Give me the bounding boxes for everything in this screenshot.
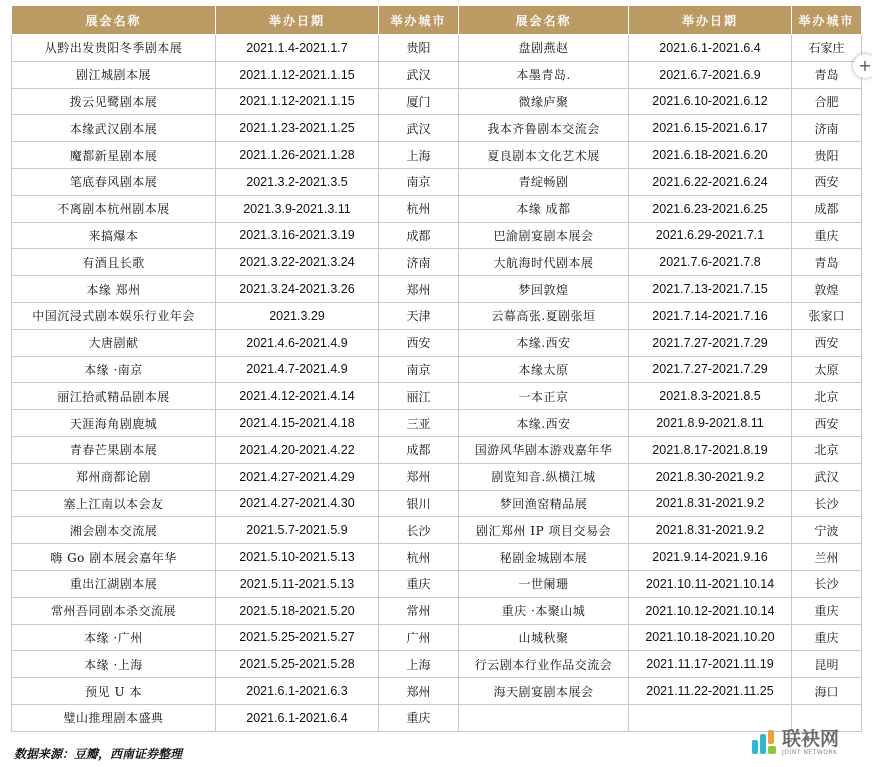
exhibition-city-left: 郑州 xyxy=(379,276,459,303)
exhibition-date-left: 2021.3.16-2021.3.19 xyxy=(216,222,379,249)
exhibition-city-left: 杭州 xyxy=(379,544,459,571)
exhibition-date-left: 2021.6.1-2021.6.3 xyxy=(216,678,379,705)
exhibition-date-right: 2021.7.14-2021.7.16 xyxy=(629,302,792,329)
exhibition-name-right: 国游风华剧本游戏嘉年华 xyxy=(459,436,629,463)
exhibition-city-right: 重庆 xyxy=(792,624,862,651)
exhibition-city-right: 长沙 xyxy=(792,570,862,597)
exhibition-name-left: 本缘 ·广州 xyxy=(12,624,216,651)
exhibition-name-right xyxy=(459,704,629,731)
table-row xyxy=(12,410,862,437)
exhibition-city-left: 三亚 xyxy=(379,410,459,437)
exhibition-city-left: 银川 xyxy=(379,490,459,517)
exhibition-name-right: 青绽畅剧 xyxy=(459,168,629,195)
exhibition-date-left: 2021.5.10-2021.5.13 xyxy=(216,544,379,571)
header-date-left: 举办日期 xyxy=(216,6,379,35)
exhibition-name-left: 魔都新星剧本展 xyxy=(12,142,216,169)
exhibition-name-left: 拨云见鹭剧本展 xyxy=(12,88,216,115)
exhibition-date-right: 2021.7.27-2021.7.29 xyxy=(629,329,792,356)
header-city-left: 举办城市 xyxy=(379,6,459,35)
table-row xyxy=(12,61,862,88)
exhibition-name-left: 湘会剧本交流展 xyxy=(12,517,216,544)
table-header-row xyxy=(12,6,862,35)
plus-icon: + xyxy=(858,56,872,75)
header-name-left: 展会名称 xyxy=(12,6,216,35)
exhibition-name-left: 塞上江南以本会友 xyxy=(12,490,216,517)
exhibition-name-left: 本缘武汉剧本展 xyxy=(12,115,216,142)
exhibition-date-left: 2021.6.1-2021.6.4 xyxy=(216,704,379,731)
exhibition-name-right: 云幕高张.夏剧张垣 xyxy=(459,302,629,329)
exhibition-name-right: 海天剧宴剧本展会 xyxy=(459,678,629,705)
exhibition-city-left: 丽江 xyxy=(379,383,459,410)
table-row xyxy=(12,436,862,463)
exhibition-name-left: 来搞爆本 xyxy=(12,222,216,249)
exhibition-city-right: 北京 xyxy=(792,436,862,463)
exhibition-date-left: 2021.1.23-2021.1.25 xyxy=(216,115,379,142)
table-row xyxy=(12,356,862,383)
exhibition-date-left: 2021.5.25-2021.5.28 xyxy=(216,651,379,678)
exhibition-date-right: 2021.11.22-2021.11.25 xyxy=(629,678,792,705)
table-row xyxy=(12,651,862,678)
exhibition-name-right: 梦回敦煌 xyxy=(459,276,629,303)
exhibition-date-right: 2021.6.23-2021.6.25 xyxy=(629,195,792,222)
exhibition-city-right: 合肥 xyxy=(792,88,862,115)
exhibition-name-right: 本缘.西安 xyxy=(459,410,629,437)
exhibition-date-left: 2021.1.26-2021.1.28 xyxy=(216,142,379,169)
table-body xyxy=(12,35,862,732)
exhibition-name-left: 笔底春风剧本展 xyxy=(12,168,216,195)
exhibition-name-left: 重出江湖剧本展 xyxy=(12,570,216,597)
exhibition-name-right: 一本正京 xyxy=(459,383,629,410)
exhibition-city-right: 西安 xyxy=(792,410,862,437)
exhibition-city-left: 贵阳 xyxy=(379,35,459,62)
exhibition-date-right: 2021.6.10-2021.6.12 xyxy=(629,88,792,115)
exhibition-city-right: 长沙 xyxy=(792,490,862,517)
exhibition-date-right: 2021.6.22-2021.6.24 xyxy=(629,168,792,195)
table-row xyxy=(12,570,862,597)
exhibition-name-right: 本缘太原 xyxy=(459,356,629,383)
exhibition-date-right: 2021.6.1-2021.6.4 xyxy=(629,35,792,62)
exhibition-city-left: 长沙 xyxy=(379,517,459,544)
exhibition-date-right: 2021.8.31-2021.9.2 xyxy=(629,517,792,544)
watermark-name: 联袂网 xyxy=(782,728,840,750)
exhibition-name-left: 预见 U 本 xyxy=(12,678,216,705)
exhibition-date-left: 2021.3.24-2021.3.26 xyxy=(216,276,379,303)
exhibition-name-right: 盘剧燕赵 xyxy=(459,35,629,62)
exhibition-date-left: 2021.4.20-2021.4.22 xyxy=(216,436,379,463)
exhibition-city-right: 石家庄 xyxy=(792,35,862,62)
exhibition-city-left: 上海 xyxy=(379,651,459,678)
exhibition-city-right: 宁波 xyxy=(792,517,862,544)
exhibition-city-right: 重庆 xyxy=(792,222,862,249)
exhibition-date-left: 2021.5.11-2021.5.13 xyxy=(216,570,379,597)
table-row xyxy=(12,195,862,222)
exhibition-name-right: 本墨青岛. xyxy=(459,61,629,88)
exhibition-date-right: 2021.8.3-2021.8.5 xyxy=(629,383,792,410)
exhibition-date-right: 2021.6.29-2021.7.1 xyxy=(629,222,792,249)
exhibition-date-left: 2021.5.18-2021.5.20 xyxy=(216,597,379,624)
exhibition-date-left: 2021.5.7-2021.5.9 xyxy=(216,517,379,544)
exhibition-city-right: 昆明 xyxy=(792,651,862,678)
exhibition-name-right: 本缘.西安 xyxy=(459,329,629,356)
table-row xyxy=(12,463,862,490)
exhibition-city-left: 重庆 xyxy=(379,704,459,731)
exhibition-name-left: 本缘 郑州 xyxy=(12,276,216,303)
exhibition-date-right: 2021.11.17-2021.11.19 xyxy=(629,651,792,678)
exhibition-date-left: 2021.4.7-2021.4.9 xyxy=(216,356,379,383)
exhibition-date-left: 2021.4.15-2021.4.18 xyxy=(216,410,379,437)
exhibition-name-left: 天涯海角剧鹿城 xyxy=(12,410,216,437)
exhibition-date-left: 2021.3.29 xyxy=(216,302,379,329)
exhibition-name-left: 常州吾同剧本杀交流展 xyxy=(12,597,216,624)
exhibition-date-right: 2021.8.17-2021.8.19 xyxy=(629,436,792,463)
exhibition-name-left: 丽江拾贰精品剧本展 xyxy=(12,383,216,410)
exhibition-city-right: 贵阳 xyxy=(792,142,862,169)
exhibition-date-right: 2021.10.18-2021.10.20 xyxy=(629,624,792,651)
table-row xyxy=(12,624,862,651)
exhibition-city-right: 西安 xyxy=(792,329,862,356)
exhibition-date-right: 2021.10.11-2021.10.14 xyxy=(629,570,792,597)
exhibition-name-left: 从黔出发贵阳冬季剧本展 xyxy=(12,35,216,62)
exhibition-name-right: 本缘 成都 xyxy=(459,195,629,222)
exhibition-city-right: 重庆 xyxy=(792,597,862,624)
header-date-right: 举办日期 xyxy=(629,6,792,35)
table-row xyxy=(12,704,862,731)
exhibition-name-left: 大唐剧献 xyxy=(12,329,216,356)
exhibition-date-right: 2021.9.14-2021.9.16 xyxy=(629,544,792,571)
exhibition-city-right: 武汉 xyxy=(792,463,862,490)
exhibition-city-left: 天津 xyxy=(379,302,459,329)
watermark-logo xyxy=(752,729,839,756)
exhibition-date-right: 2021.8.9-2021.8.11 xyxy=(629,410,792,437)
exhibition-name-right: 夏良剧本文化艺术展 xyxy=(459,142,629,169)
exhibition-city-left: 厦门 xyxy=(379,88,459,115)
exhibition-city-left: 杭州 xyxy=(379,195,459,222)
exhibition-name-right: 山城秋聚 xyxy=(459,624,629,651)
exhibition-date-right: 2021.6.7-2021.6.9 xyxy=(629,61,792,88)
exhibition-name-right: 剧汇郑州 IP 项目交易会 xyxy=(459,517,629,544)
exhibition-date-right: 2021.10.12-2021.10.14 xyxy=(629,597,792,624)
exhibition-date-right: 2021.6.18-2021.6.20 xyxy=(629,142,792,169)
exhibition-city-right: 青岛 xyxy=(792,61,862,88)
exhibition-city-left: 武汉 xyxy=(379,61,459,88)
exhibition-table-container xyxy=(11,5,861,732)
exhibition-name-right: 梦回渔窑精品展 xyxy=(459,490,629,517)
table-row xyxy=(12,490,862,517)
exhibition-name-right: 巴渝剧宴剧本展会 xyxy=(459,222,629,249)
exhibition-city-left: 郑州 xyxy=(379,678,459,705)
exhibition-city-right: 北京 xyxy=(792,383,862,410)
exhibition-date-right: 2021.8.31-2021.9.2 xyxy=(629,490,792,517)
table-row xyxy=(12,249,862,276)
exhibition-date-left: 2021.4.12-2021.4.14 xyxy=(216,383,379,410)
joint-network-logo-icon xyxy=(752,730,778,756)
exhibition-name-left: 中国沉浸式剧本娱乐行业年会 xyxy=(12,302,216,329)
exhibition-name-left: 有酒且长歌 xyxy=(12,249,216,276)
table-row xyxy=(12,597,862,624)
exhibition-date-left: 2021.5.25-2021.5.27 xyxy=(216,624,379,651)
exhibition-name-right: 秘剧金城剧本展 xyxy=(459,544,629,571)
exhibition-date-left: 2021.4.27-2021.4.29 xyxy=(216,463,379,490)
table-row xyxy=(12,168,862,195)
exhibition-city-left: 武汉 xyxy=(379,115,459,142)
exhibition-city-left: 济南 xyxy=(379,249,459,276)
exhibition-date-right: 2021.8.30-2021.9.2 xyxy=(629,463,792,490)
exhibition-name-left: 剧江城剧本展 xyxy=(12,61,216,88)
exhibition-date-right: 2021.6.15-2021.6.17 xyxy=(629,115,792,142)
table-row xyxy=(12,517,862,544)
table-row xyxy=(12,222,862,249)
exhibition-date-right xyxy=(629,704,792,731)
exhibition-city-left: 成都 xyxy=(379,436,459,463)
exhibition-city-right: 兰州 xyxy=(792,544,862,571)
exhibition-name-left: 璧山推理剧本盛典 xyxy=(12,704,216,731)
exhibition-name-right: 重庆 ·本聚山城 xyxy=(459,597,629,624)
exhibition-city-right: 太原 xyxy=(792,356,862,383)
exhibition-city-left: 南京 xyxy=(379,168,459,195)
exhibition-date-left: 2021.4.27-2021.4.30 xyxy=(216,490,379,517)
table-row xyxy=(12,383,862,410)
exhibition-city-left: 南京 xyxy=(379,356,459,383)
exhibition-date-right: 2021.7.6-2021.7.8 xyxy=(629,249,792,276)
exhibition-date-right: 2021.7.27-2021.7.29 xyxy=(629,356,792,383)
table-row xyxy=(12,678,862,705)
table-row xyxy=(12,302,862,329)
exhibition-city-right: 青岛 xyxy=(792,249,862,276)
table-row xyxy=(12,544,862,571)
exhibition-name-right: 我本齐鲁剧本交流会 xyxy=(459,115,629,142)
exhibition-name-left: 郑州商都论剧 xyxy=(12,463,216,490)
exhibition-name-right: 大航海时代剧本展 xyxy=(459,249,629,276)
exhibition-date-left: 2021.3.2-2021.3.5 xyxy=(216,168,379,195)
exhibition-name-left: 青春芒果剧本展 xyxy=(12,436,216,463)
exhibition-name-right: 一世阑珊 xyxy=(459,570,629,597)
exhibition-name-left: 嗨 Go 剧本展会嘉年华 xyxy=(12,544,216,571)
table-row xyxy=(12,35,862,62)
exhibition-date-left: 2021.3.9-2021.3.11 xyxy=(216,195,379,222)
exhibition-city-right: 西安 xyxy=(792,168,862,195)
exhibition-date-left: 2021.1.4-2021.1.7 xyxy=(216,35,379,62)
exhibition-city-left: 常州 xyxy=(379,597,459,624)
table-row xyxy=(12,329,862,356)
exhibition-date-left: 2021.3.22-2021.3.24 xyxy=(216,249,379,276)
exhibition-name-left: 本缘 ·上海 xyxy=(12,651,216,678)
source-note: 数据来源：豆瓣，西南证券整理 xyxy=(14,747,183,761)
exhibition-name-right: 行云剧本行业作品交流会 xyxy=(459,651,629,678)
watermark-subtitle: JOINT NETWORK xyxy=(782,749,838,756)
table-row xyxy=(12,276,862,303)
exhibition-name-left: 不离剧本杭州剧本展 xyxy=(12,195,216,222)
header-name-right: 展会名称 xyxy=(459,6,629,35)
exhibition-city-left: 广州 xyxy=(379,624,459,651)
table-row xyxy=(12,88,862,115)
exhibition-city-right: 成都 xyxy=(792,195,862,222)
side-plus-button[interactable] xyxy=(853,54,872,78)
exhibition-name-right: 微缘庐聚 xyxy=(459,88,629,115)
exhibition-city-right: 敦煌 xyxy=(792,276,862,303)
exhibition-date-left: 2021.1.12-2021.1.15 xyxy=(216,88,379,115)
exhibition-date-left: 2021.1.12-2021.1.15 xyxy=(216,61,379,88)
table-row xyxy=(12,142,862,169)
exhibition-city-left: 郑州 xyxy=(379,463,459,490)
header-city-right: 举办城市 xyxy=(792,6,862,35)
exhibition-city-left: 成都 xyxy=(379,222,459,249)
exhibition-city-left: 重庆 xyxy=(379,570,459,597)
table-row xyxy=(12,115,862,142)
exhibition-name-left: 本缘 ·南京 xyxy=(12,356,216,383)
exhibition-table xyxy=(11,5,862,732)
exhibition-city-left: 西安 xyxy=(379,329,459,356)
exhibition-city-left: 上海 xyxy=(379,142,459,169)
exhibition-name-right: 剧览知音.纵横江城 xyxy=(459,463,629,490)
exhibition-city-right: 张家口 xyxy=(792,302,862,329)
exhibition-date-right: 2021.7.13-2021.7.15 xyxy=(629,276,792,303)
exhibition-date-left: 2021.4.6-2021.4.9 xyxy=(216,329,379,356)
exhibition-city-right: 济南 xyxy=(792,115,862,142)
exhibition-city-right: 海口 xyxy=(792,678,862,705)
